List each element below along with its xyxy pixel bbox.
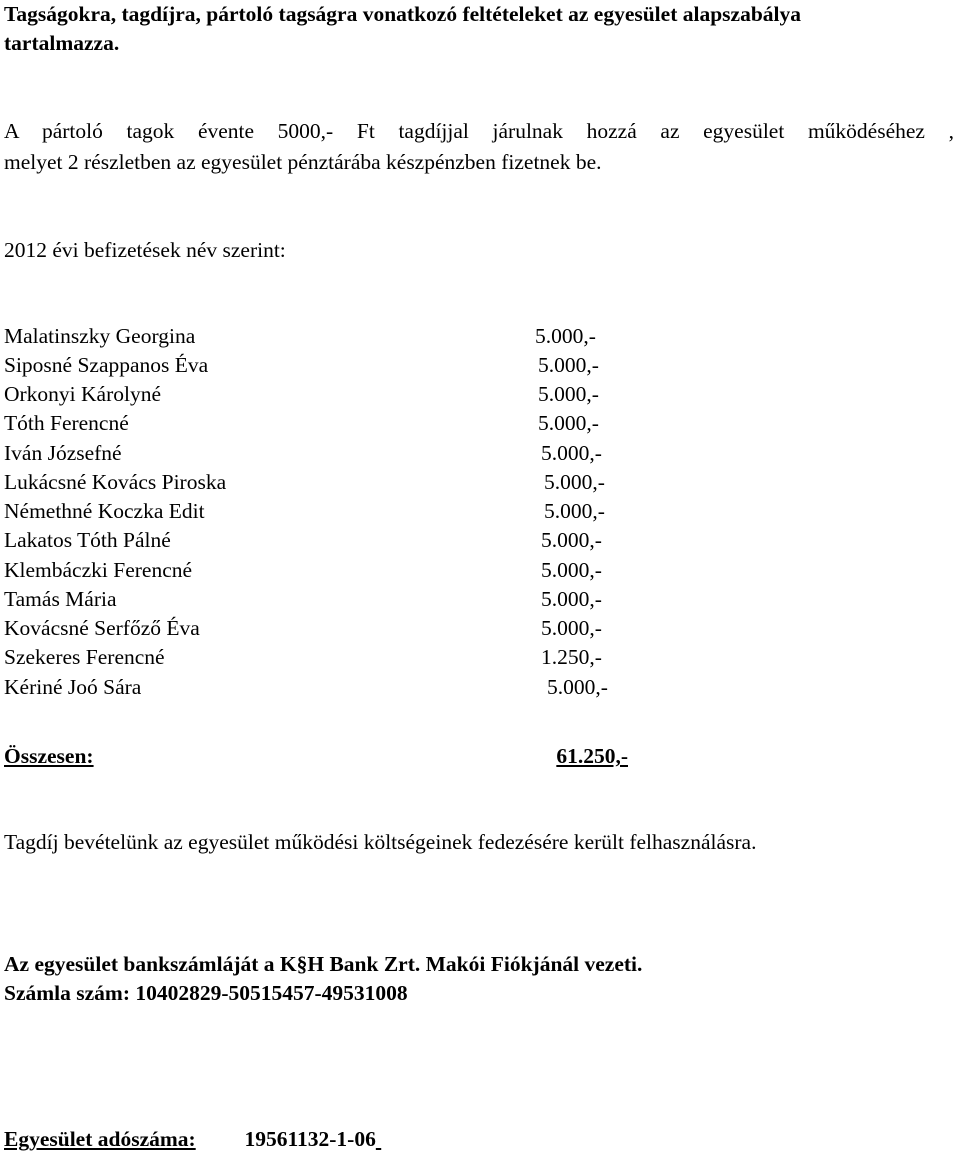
- payment-name: Kériné Joó Sára: [4, 675, 142, 699]
- payment-amount: 5.000,-: [535, 324, 596, 348]
- payment-amount: 5.000,-: [541, 616, 602, 640]
- tax-label: Egyesület adószáma:: [4, 1127, 196, 1151]
- payment-amount: 5.000,-: [541, 558, 602, 582]
- total-label: Összesen:: [4, 744, 94, 768]
- payment-amount: 5.000,-: [541, 441, 602, 465]
- bank-line-1: Az egyesület bankszámláját a K§H Bank Zrt. Makói Fiókjánál vezeti.: [4, 952, 643, 976]
- payment-amount: 5.000,-: [544, 499, 605, 523]
- payment-name: Malatinszky Georgina: [4, 324, 196, 348]
- payments-heading: 2012 évi befizetések név szerint:: [4, 238, 286, 262]
- account-number: Számla szám: 10402829-50515457-49531008: [4, 981, 408, 1005]
- tax-value: 19561132-1-06: [244, 1127, 376, 1151]
- payment-name: Lakatos Tóth Pálné: [4, 528, 171, 552]
- total-amount: 61.250,-: [556, 744, 628, 768]
- payment-name: Tóth Ferencné: [4, 411, 129, 435]
- payment-amount: 5.000,-: [541, 528, 602, 552]
- paragraph-line-1: A pártoló tagok évente 5000,- Ft tagdíjjal járulnak hozzá az egyesület működéséhez ,: [4, 119, 954, 143]
- payment-amount: 5.000,-: [538, 353, 599, 377]
- payment-name: Kovácsné Serfőző Éva: [4, 616, 200, 640]
- paragraph-line-2: melyet 2 részletben az egyesület pénztárába készpénzben fizetnek be.: [4, 150, 602, 174]
- payment-amount: 5.000,-: [538, 382, 599, 406]
- payment-amount: 5.000,-: [538, 411, 599, 435]
- tax-number: [4, 1129, 381, 1151]
- usage-note: Tagdíj bevételünk az egyesület működési költségeinek fedezésére került felhasználásra.: [4, 830, 757, 854]
- payment-amount: 1.250,-: [541, 645, 602, 669]
- payment-name: Némethné Koczka Edit: [4, 499, 205, 523]
- payment-name: Klembáczki Ferencné: [4, 558, 193, 582]
- payment-name: Szekeres Ferencné: [4, 645, 165, 669]
- intro-line-2: tartalmazza.: [4, 31, 120, 55]
- payment-name: Siposné Szappanos Éva: [4, 353, 209, 377]
- intro-line-1: Tagságokra, tagdíjra, pártoló tagságra vonatkozó feltételeket az egyesület alapszabálya: [4, 2, 802, 26]
- payment-name: Iván Józsefné: [4, 441, 122, 465]
- payment-name: Lukácsné Kovács Piroska: [4, 470, 227, 494]
- payment-amount: 5.000,-: [544, 470, 605, 494]
- payment-amount: 5.000,-: [541, 587, 602, 611]
- tax-underline: [376, 1127, 381, 1151]
- payment-name: Orkonyi Károlyné: [4, 382, 162, 406]
- payment-name: Tamás Mária: [4, 587, 117, 611]
- payment-amount: 5.000,-: [547, 675, 608, 699]
